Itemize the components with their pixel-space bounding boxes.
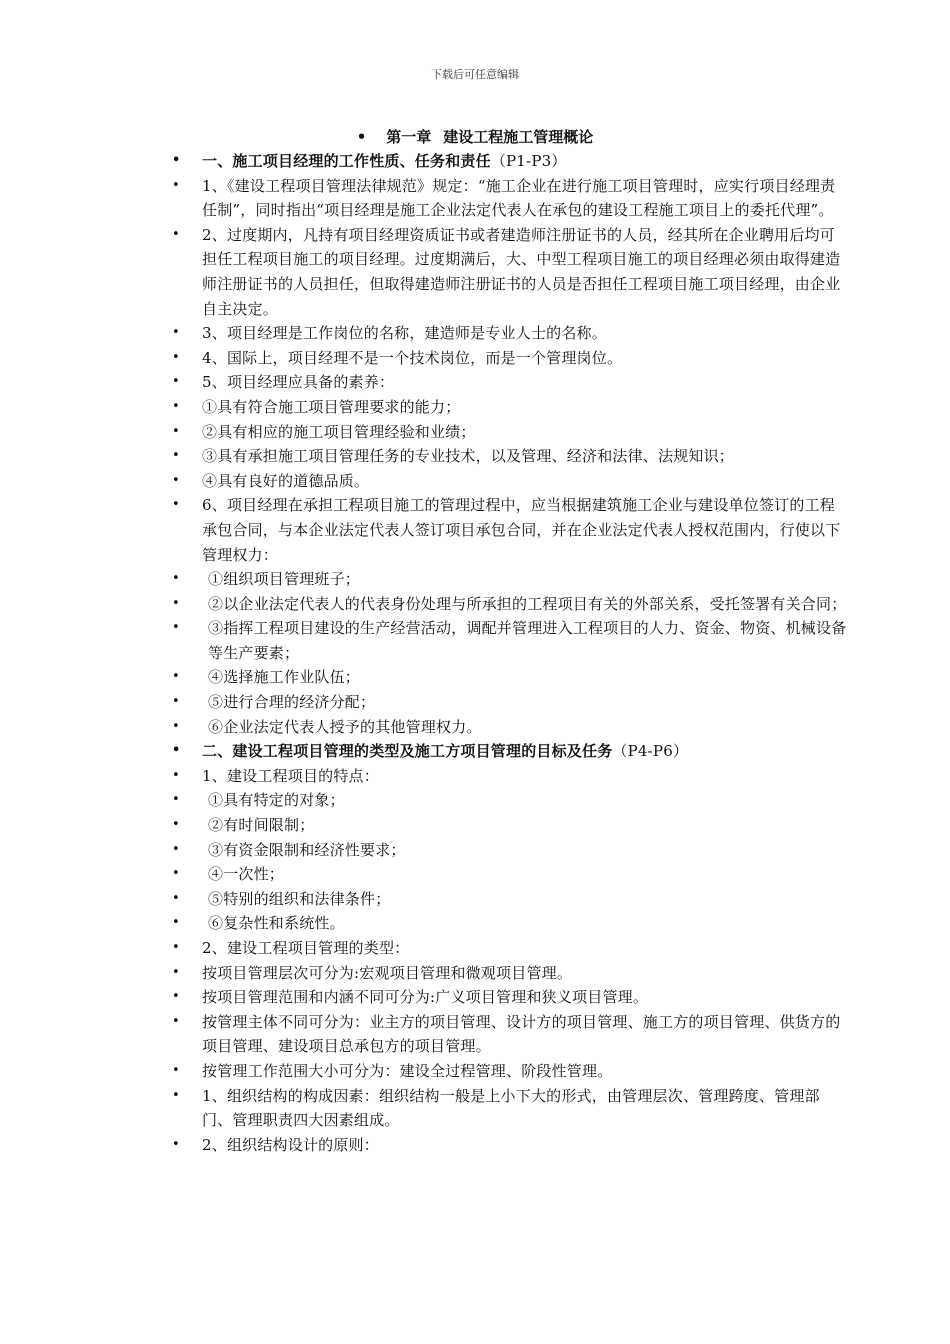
list-item-text: 2、组织结构设计的原则： — [202, 1135, 379, 1154]
page-reference: （P4-P6） — [612, 742, 689, 761]
list-item-text: ④一次性； — [208, 865, 285, 884]
list-item — [0, 911, 848, 936]
section-heading — [0, 739, 842, 764]
section-heading — [0, 149, 842, 174]
list-item — [0, 1133, 842, 1158]
list-item — [0, 788, 848, 813]
chapter-name: 建设工程施工管理概论 — [443, 128, 594, 146]
list-item-text: ②有时间限制； — [208, 816, 315, 835]
list-item-text: ②具有相应的施工项目管理经验和业绩； — [202, 422, 476, 441]
list-item — [0, 887, 848, 912]
list-item-text: ③有资金限制和经济性要求； — [208, 840, 406, 859]
list-item — [0, 444, 842, 469]
list-item — [0, 764, 842, 789]
list-item — [0, 1010, 842, 1059]
list-item — [0, 346, 842, 371]
list-item — [0, 420, 842, 445]
content-list — [0, 149, 848, 1157]
list-item-text: 1、《建设工程项目管理法律规范》规定：“施工企业在进行施工项目管理时，应实行项目经理责任制”，同时指出“项目经理是施工企业法定代表人在承包的建设工程施工项目上的委托代理”。 — [202, 176, 836, 220]
title-bullet: • — [356, 128, 367, 146]
list-item — [0, 493, 842, 567]
page-reference: （P1-P3） — [490, 152, 567, 170]
list-item — [0, 665, 848, 690]
list-item-text: ③具有承担施工项目管理任务的专业技术，以及管理、经济和法律、法规知识； — [202, 447, 735, 466]
list-item — [0, 936, 842, 961]
page-header: 下载后可任意编辑 — [431, 68, 519, 81]
list-item-text: 6、项目经理在承担工程项目施工的管理过程中，应当根据建筑施工企业与建设单位签订的工程承包合同，与本企业法定代表人签订项目承包合同，并在企业法定代表人授权范围内，行使以下管理权力： — [202, 496, 841, 564]
list-item-text: 1、组织结构的构成因素：组织结构一般是上小下大的形式，由管理层次、管理跨度、管理部门、管理职责四大因素组成。 — [202, 1086, 820, 1130]
list-item-text: 2、过度期内，凡持有项目经理资质证书或者建造师注册证书的人员，经其所在企业聘用后均可担任工程项目施工的项目经理。过度期满后，大、中型工程项目施工的项目经理必须由取得建造师注册证书的人员担任，但取得建造师注册证书的人员是否担任工程项目施工项目经理，由企业自主决定。 — [202, 225, 841, 318]
list-item-text: 4、国际上，项目经理不是一个技术岗位，而是一个管理岗位。 — [202, 348, 623, 367]
list-item — [0, 690, 848, 715]
list-item-text: ⑥复杂性和系统性。 — [208, 914, 345, 933]
list-item — [0, 616, 848, 665]
list-item — [0, 862, 848, 887]
list-item — [0, 838, 848, 863]
list-item — [0, 395, 842, 420]
list-item-text: ④具有良好的道德品质。 — [202, 471, 370, 490]
list-item-text: 按管理主体不同可分为：业主方的项目管理、设计方的项目管理、施工方的项目管理、供货方的项目管理、建设项目总承包方的项目管理。 — [202, 1012, 841, 1056]
list-item-text: 二、建设工程项目管理的类型及施工方项目管理的目标及任务 — [202, 742, 613, 761]
list-item-text: ②以企业法定代表人的代表身份处理与所承担的工程项目有关的外部关系，受托签署有关合同； — [208, 594, 847, 613]
list-item-text: 2、建设工程项目管理的类型： — [202, 939, 410, 957]
list-item-text: 3、项目经理是工作岗位的名称，建造师是专业人士的名称。 — [202, 324, 607, 343]
list-item-text: ①具有特定的对象； — [208, 791, 345, 810]
list-item — [0, 961, 842, 986]
list-item-text: ⑥企业法定代表人授予的其他管理权力。 — [208, 717, 482, 736]
list-item — [0, 469, 842, 494]
chapter-title — [0, 126, 950, 147]
list-item-text: 5、项目经理应具备的素养： — [202, 373, 395, 392]
list-item — [0, 223, 842, 321]
list-item — [0, 592, 848, 617]
list-item — [0, 321, 842, 346]
list-item-text: 1、建设工程项目的特点： — [202, 766, 379, 785]
list-item — [0, 1059, 842, 1084]
list-item-text: 按项目管理层次可分为:宏观项目管理和微观项目管理。 — [202, 963, 573, 982]
list-item — [0, 370, 842, 395]
list-item-text: ⑤特别的组织和法律条件； — [208, 889, 391, 908]
list-item — [0, 985, 842, 1010]
list-item-text: 按管理工作范围大小可分为：建设全过程管理、阶段性管理。 — [202, 1061, 613, 1080]
list-item-text: ④选择施工作业队伍； — [208, 668, 361, 687]
chapter-number: 第一章 — [386, 128, 432, 146]
list-item-text: ①具有符合施工项目管理要求的能力； — [202, 397, 461, 416]
list-item — [0, 715, 848, 740]
list-item — [0, 813, 848, 838]
list-item-text: ①组织项目管理班子； — [208, 570, 361, 589]
list-item — [0, 1084, 842, 1133]
list-item-text: ③指挥工程项目建设的生产经营活动，调配并管理进入工程项目的人力、资金、物资、机械设备等生产要素； — [208, 619, 847, 662]
list-item — [0, 567, 848, 592]
list-item-text: 按项目管理范围和内涵不同可分为:广义项目管理和狭义项目管理。 — [202, 988, 649, 1007]
list-item-text: ⑤进行合理的经济分配； — [208, 693, 376, 712]
list-item-text: 一、施工项目经理的工作性质、任务和责任 — [202, 152, 491, 170]
list-item — [0, 174, 842, 223]
